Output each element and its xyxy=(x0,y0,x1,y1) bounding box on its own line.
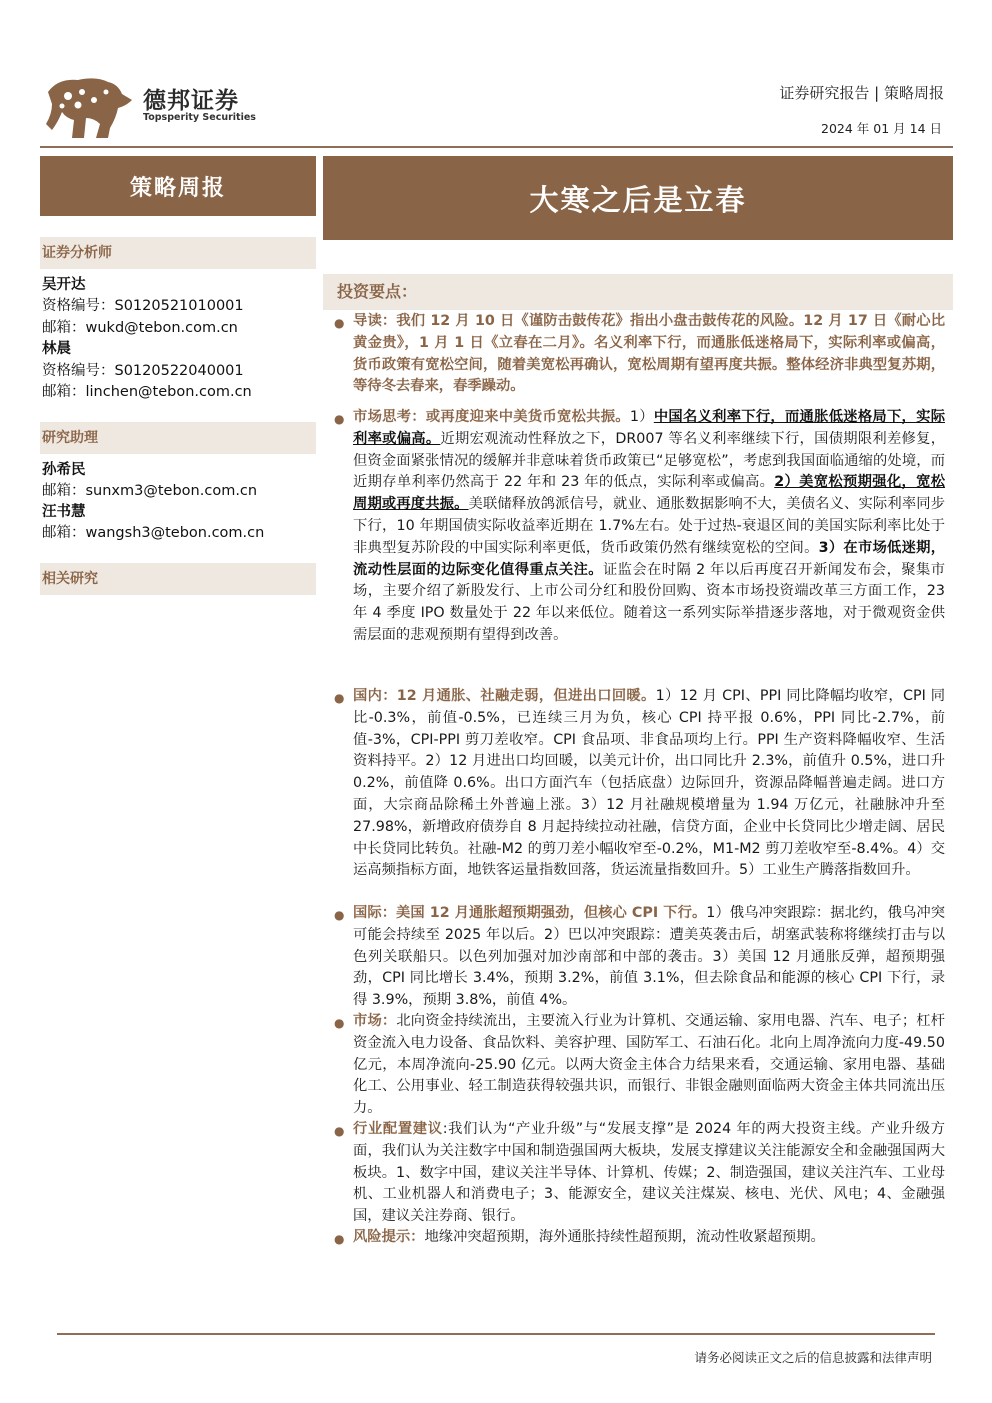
point-intro: ● 导读：我们 12 月 10 日《谨防击鼓传花》指出小盘击鼓传花的风险。12 月 17 日《耐心比黄金贵》，1 月 1 日《立春在二月》。名义利率下行，而通胀低迷格局下，实际利率或偏高，货币政策有宽松空间，随着美宽松再确认，宽松周期有望再度共振。整体经济非典型复苏期，等待冬去春来，春季躁动。 xyxy=(334,313,945,395)
assistant-email-link[interactable]: wangsh3@tebon.com.cn xyxy=(85,525,265,541)
report-type: 证券研究报告 | 策略周报 xyxy=(779,84,944,102)
report-category-banner: 策略周报 xyxy=(40,156,316,216)
brand-name-en: Topsperity Securities xyxy=(143,112,256,123)
assistant-email-link[interactable]: sunxm3@tebon.com.cn xyxy=(85,483,258,499)
analyst-email-link[interactable]: wukd@tebon.com.cn xyxy=(85,320,238,336)
assistant-email: 邮箱：sunxm3@tebon.com.cn xyxy=(42,483,258,499)
brand-name-cn: 德邦证券 xyxy=(143,88,239,114)
bullet-icon: ● xyxy=(334,691,345,705)
header-divider xyxy=(40,146,953,148)
assistant-name: 汪书慧 xyxy=(42,504,86,520)
bullet-icon: ● xyxy=(334,1016,345,1030)
tebon-logo-icon xyxy=(44,72,134,140)
analyst-email-link[interactable]: linchen@tebon.com.cn xyxy=(85,384,252,400)
point-industry-allocation: ● 行业配置建议:我们认为“产业升级”与“发展支撑”是 2024 年的两大投资主线。产业升级方面，我们认为关注数字中国和制造强国两大板块，发展支撑建议关注能源安全和金融强国两大板块。1、数字中国，建议关注半导体、计算机、传媒；2、制造强国，建议关注汽车、工业母机、工业机器人和消费电子；3、能源安全，建议关注煤炭、核电、光伏、风电；4、金融强国，建议关注券商、银行。 xyxy=(334,1121,946,1225)
point-risk: ● 风险提示：地缘冲突超预期，海外通胀持续性超预期，流动性收紧超预期。 xyxy=(353,1227,945,1249)
bullet-icon: ● xyxy=(334,1124,345,1138)
assistant-heading: 研究助理 xyxy=(40,422,316,454)
point-domestic: ● 国内：12 月通胀、社融走弱，但进出口回暖。1）12 月 CPI、PPI 同比降幅均收窄，CPI 同比-0.3%，前值-0.5%，已连续三月为负，核心 CPI 持平报 0.6%，PPI 同比-2.7%，前值-3%，CPI-PPI 剪刀差收窄。CPI 食品项、非食品项均上行。PPI 生产资料降幅收窄、生活资料持平。2）12 月进出口均回暖，以美元计价，出口同比升 2.3%，前值升 0.5%，进口升 0.2%，前值降 0.6%。出口方面汽车（包括底盘）边际回升，资源品降幅普遍走阔。进口方面，大宗商品除稀土外普遍上涨。3）12 月社融规模增量为 1.94 万亿元，社融脉冲升至 27.98%，新增政府债券自 8 月起持续拉动社融，信贷方面，企业中长贷同比少增走阔、居民中长贷同比转负。社融-M2 的剪刀差小幅收窄至-0.2%，M1-M2 剪刀差收窄至-8.4%。4）交运高频指标方面，地铁客运量指数回落，货运流量指数回升。5）工业生产腾落指数回升。 xyxy=(334,688,946,879)
footer-divider xyxy=(57,1333,935,1335)
analyst-name: 吴开达 xyxy=(42,277,86,293)
analyst-email: 邮箱：linchen@tebon.com.cn xyxy=(42,384,252,400)
bullet-icon: ● xyxy=(334,412,345,426)
report-date: 2024 年 01 月 14 日 xyxy=(821,121,942,136)
analyst-name: 林晨 xyxy=(42,341,71,357)
analyst-heading: 证券分析师 xyxy=(40,237,316,269)
assistant-email: 邮箱：wangsh3@tebon.com.cn xyxy=(42,525,265,541)
assistant-name: 孙希民 xyxy=(42,462,86,478)
analyst-email: 邮箱：wukd@tebon.com.cn xyxy=(42,320,238,336)
analyst-cert: 资格编号：S0120521010001 xyxy=(42,298,244,314)
point-market-thinking: ● 市场思考：或再度迎来中美货币宽松共振。1）中国名义利率下行，而通胀低迷格局下，实际利率或偏高。近期宏观流动性释放之下，DR007 等名义利率继续下行，国债期限利差修复，但资金面紧张情况的缓解并非意味着货币政策已“足够宽松”，考虑到我国面临通缩的处境，而近期存单利率仍然高于 22 年和 23 年的低点，实际利率或偏高。2）美宽松预期强化，宽松周期或再度共振。美联储释放鸽派信号，就业、通胀数据影响不大，美债名义、实际利率同步下行，10 年期国债实际收益率近期在 1.7%左右。处于过热-衰退区间的美国实际利率比处于非典型复苏阶段的中国实际利率更低，货币政策仍然有继续宽松的空间。3）在市场低迷期，流动性层面的边际变化值得重点关注。证监会在时隔 2 年以后再度召开新闻发布会，聚集市场，主要介绍了新股发行、上市公司分红和股份回购、资本市场投资端改革三方面工作，23 年 4 季度 IPO 数量处于 22 年以来低位。随着这一系列实际举措逐步落地，对于微观资金供需层面的悲观预期有望得到改善。 xyxy=(334,409,946,643)
investment-points-heading: 投资要点： xyxy=(323,274,953,310)
point-international: ● 国际：美国 12 月通胀超预期强劲，但核心 CPI 下行。1）俄乌冲突跟踪：据北约，俄乌冲突可能会持续至 2025 年以后。2）巴以冲突跟踪：遭美英袭击后，胡塞武装称将继续打击与以色列关联船只。以色列加强对加沙南部和中部的袭击。3）美国 12 月通胀反弹，超预期强劲，CPI 同比增长 3.4%，预期 3.2%，前值 3.1%，但去除食品和能源的核心 CPI 下行，录得 3.9%，预期 3.8%，前值 4%。 xyxy=(334,905,945,1009)
related-research-heading: 相关研究 xyxy=(40,563,316,595)
analyst-cert: 资格编号：S0120522040001 xyxy=(42,363,244,379)
bullet-icon: ● xyxy=(334,1232,345,1246)
bullet-icon: ● xyxy=(334,316,345,330)
bullet-icon: ● xyxy=(334,908,345,922)
point-market: ● 市场：北向资金持续流出，主要流入行业为计算机、交通运输、家用电器、汽车、电子；杠杆资金流入电力设备、食品饮料、美容护理、国防军工、石油石化。北向上周净流向力度-49.50 亿元，本周净流向-25.90 亿元。以两大资金主体合力结果来看，交通运输、家用电器、基础化工、公用事业、轻工制造获得较强共识，而银行、非银金融则面临两大资金主体共同流出压力。 xyxy=(334,1013,945,1117)
report-title: 大寒之后是立春 xyxy=(323,156,953,240)
legal-disclaimer: 请务必阅读正文之后的信息披露和法律声明 xyxy=(694,1350,932,1365)
